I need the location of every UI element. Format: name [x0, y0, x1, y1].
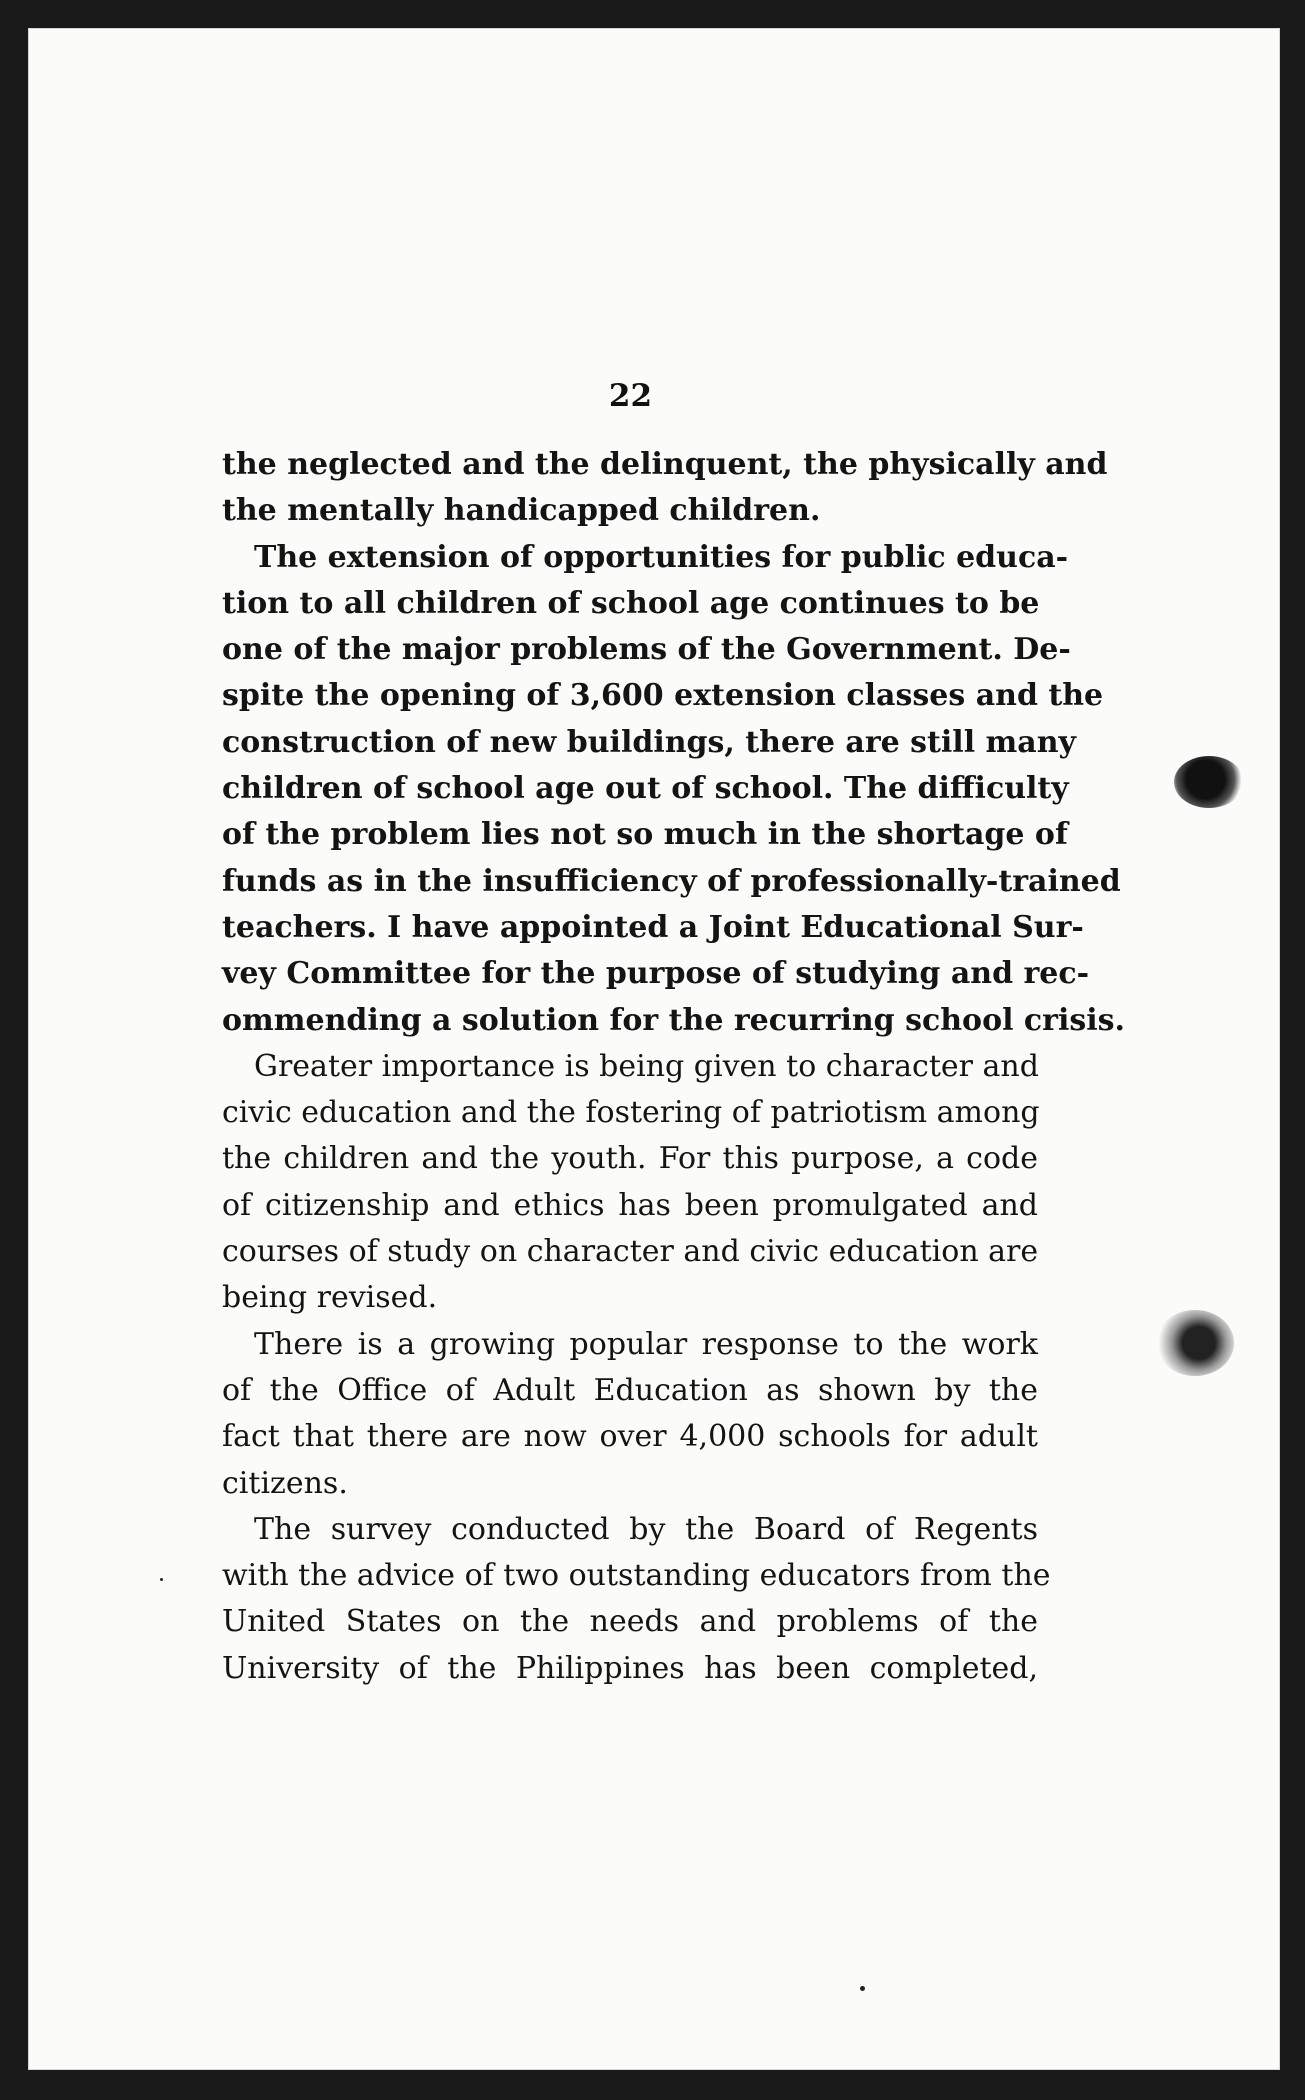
text-line: the children and the youth. For this purpose, a code — [222, 1141, 1038, 1177]
text-line: teachers. I have appointed a Joint Educational Sur- — [222, 909, 1084, 945]
page-number: 22 — [608, 378, 653, 414]
body-text — [222, 442, 1126, 1692]
text-line: construction of new buildings, there are still many — [222, 724, 1076, 760]
text-line: with the advice of two outstanding educators from the — [222, 1558, 1051, 1594]
text-line: civic education and the fostering of patriotism among — [222, 1095, 1040, 1131]
text-line: funds as in the insufficiency of professionally-trained — [222, 863, 1121, 899]
text-line: Greater importance is being given to character and — [254, 1048, 1039, 1084]
document-page — [28, 28, 1280, 2070]
text-line: spite the opening of 3,600 extension classes and the — [222, 678, 1104, 714]
text-line: The survey conducted by the Board of Regents — [254, 1511, 1038, 1547]
paragraph — [222, 1322, 1038, 1507]
paragraph — [222, 1044, 1038, 1322]
text-line: one of the major problems of the Government. De- — [222, 632, 1071, 668]
paragraph — [222, 1507, 1051, 1692]
text-line: tion to all children of school age continues to be — [222, 585, 1040, 621]
text-line: vey Committee for the purpose of studying and rec- — [222, 956, 1090, 992]
dust-speck — [860, 1986, 865, 1991]
text-line: courses of study on character and civic education are — [222, 1234, 1039, 1270]
text-line: The extension of opportunities for public educa- — [254, 539, 1069, 575]
text-line: the neglected and the delinquent, the physically and — [222, 447, 1108, 482]
text-line: There is a growing popular response to the work — [254, 1326, 1038, 1362]
paragraph — [222, 535, 1126, 1044]
text-line: of the Office of Adult Education as shown by the — [222, 1372, 1038, 1408]
text-line: fact that there are now over 4,000 schools for adult — [222, 1419, 1038, 1455]
text-line: citizens. — [222, 1465, 348, 1501]
ink-blot-mark — [1174, 756, 1244, 808]
text-line: being revised. — [222, 1280, 438, 1316]
dust-speck — [160, 1578, 163, 1581]
text-line: ommending a solution for the recurring school crisis. — [222, 1002, 1126, 1038]
text-line: University of the Philippines has been completed, — [222, 1650, 1038, 1686]
text-line: United States on the needs and problems of the — [222, 1604, 1038, 1640]
ink-blot-mark — [1156, 1310, 1234, 1376]
paragraph — [222, 442, 1108, 535]
text-line: children of school age out of school. The difficulty — [222, 771, 1069, 807]
text-line: of the problem lies not so much in the shortage of — [222, 817, 1068, 853]
text-line: the mentally handicapped children. — [222, 493, 821, 529]
text-line: of citizenship and ethics has been promulgated and — [222, 1187, 1038, 1223]
